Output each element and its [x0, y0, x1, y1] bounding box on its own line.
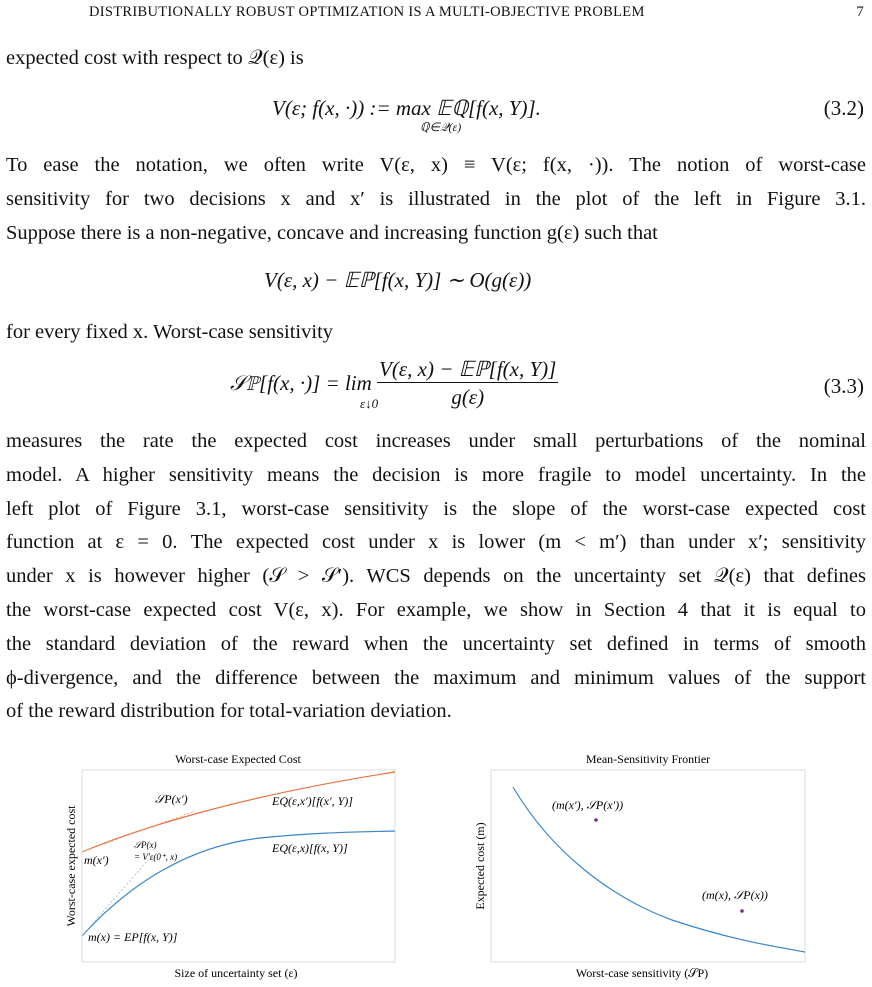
paragraph-1	[6, 149, 866, 250]
eq33-lhs: 𝒮ℙ[f(x, ·)] = lim	[230, 371, 372, 395]
right-plot-ylabel: Expected cost (m)	[473, 822, 487, 910]
eq-unnumbered-body: V(ε, x) − 𝔼ℙ[f(x, Y)] ∼ O(g(ε))	[264, 268, 532, 292]
text-line: ϕ-divergence, and the difference between the maximum and minimum values of the support	[6, 666, 866, 689]
left-curve-xprime	[82, 772, 395, 852]
figure-right-svg	[472, 748, 817, 983]
label-m-xprime: m(x′)	[84, 853, 109, 867]
equation-3-3	[0, 356, 872, 420]
text-line: left plot of Figure 3.1, worst-case sensitivity is the slope of the worst-case expected cost	[6, 497, 866, 520]
right-plot-title: Mean-Sensitivity Frontier	[585, 752, 711, 766]
intro-paragraph	[6, 42, 866, 76]
left-plot-ylabel: Worst-case expected cost	[64, 805, 78, 927]
text-line: model. A higher sensitivity means the decision is more fragile to model uncertainty. In the	[6, 463, 866, 486]
text-line: of the reward distribution for total-variation deviation.	[6, 700, 452, 723]
eq32-number: (3.2)	[823, 96, 864, 120]
text-line: the standard deviation of the reward when the uncertainty set defined in terms of smooth	[6, 632, 866, 655]
left-plot-title: Worst-case Expected Cost	[175, 752, 301, 766]
text-line: Suppose there is a non-negative, concave and increasing function g(ε) such that	[6, 221, 658, 244]
text-line: function at ε = 0. The expected cost under x is lower (m < m′) than under x′; sensitivity	[6, 531, 866, 554]
left-curve-x	[82, 831, 395, 936]
text-line: for every fixed x. Worst-case sensitivity	[6, 321, 334, 343]
page-number: 7	[856, 4, 864, 20]
text-line: To ease the notation, we often write V(ε, x) ≡ V(ε; f(x, ·)). The notion of worst-case	[6, 154, 866, 176]
eq32-rhs: 𝔼ℚ[f(x, Y)].	[436, 96, 541, 120]
label-sens-xprime: 𝒮P(x′)	[155, 792, 188, 806]
text-line: the worst-case expected cost V(ε, x). For example, we show in Section 4 that it is equal to	[6, 598, 866, 621]
eq33-under: ε↓0	[360, 396, 379, 411]
text-line: measures the rate the expected cost increases under small perturbations of the nominal	[6, 430, 866, 452]
text-line: expected cost with respect to 𝒬(ε) is	[6, 47, 304, 69]
eq33-number: (3.3)	[823, 374, 864, 398]
paragraph-2	[6, 316, 866, 350]
right-plot-xlabel: Worst-case sensitivity (𝒮P)	[575, 966, 709, 980]
figure-left-worst-case-cost	[60, 748, 410, 983]
eq33-numerator: V(ε, x) − 𝔼ℙ[f(x, Y)]	[379, 357, 557, 381]
label-curve-xprime: EQ(ε,x′)[f(x′, Y)]	[272, 794, 353, 808]
label-m-x: m(x) = EP[f(x, Y)]	[88, 930, 178, 944]
eq32-under: ℚ∈𝒬(ε)	[420, 120, 462, 134]
eq33-fraction	[377, 356, 558, 411]
equation-3-2	[0, 92, 872, 140]
text-line: sensitivity for two decisions x and x′ is illustrated in the plot of the left in Figure 3.1.	[6, 187, 866, 210]
figure-left-svg	[60, 748, 410, 983]
text-line: under x is however higher (𝒮 > 𝒮′). WCS depends on the uncertainty set 𝒬(ε) that defines	[6, 565, 866, 588]
point-x	[740, 909, 744, 913]
label-point-x: (m(x), 𝒮P(x))	[702, 888, 768, 902]
point-xprime	[594, 818, 598, 822]
paragraph-3	[6, 425, 866, 729]
running-title: DISTRIBUTIONALLY ROBUST OPTIMIZATION IS A MULTI-OBJECTIVE PROBLEM	[89, 4, 645, 20]
running-header	[0, 4, 872, 24]
label-point-xprime: (m(x′), 𝒮P(x′))	[552, 798, 624, 812]
label-curve-x: EQ(ε,x)[f(x, Y)]	[272, 841, 348, 855]
label-sens-x-bottom: = V′ε(0⁺, x)	[134, 852, 178, 862]
right-plot-frame	[491, 770, 805, 962]
label-sens-x-top: 𝒮P(x)	[134, 840, 157, 850]
equation-unnumbered	[0, 268, 872, 300]
figure-right-frontier	[472, 748, 817, 983]
eq33-denominator: g(ε)	[451, 385, 485, 409]
left-plot-xlabel: Size of uncertainty set (ε)	[174, 966, 298, 980]
eq32-lhs: V(ε; f(x, ·)) := max	[272, 96, 431, 120]
